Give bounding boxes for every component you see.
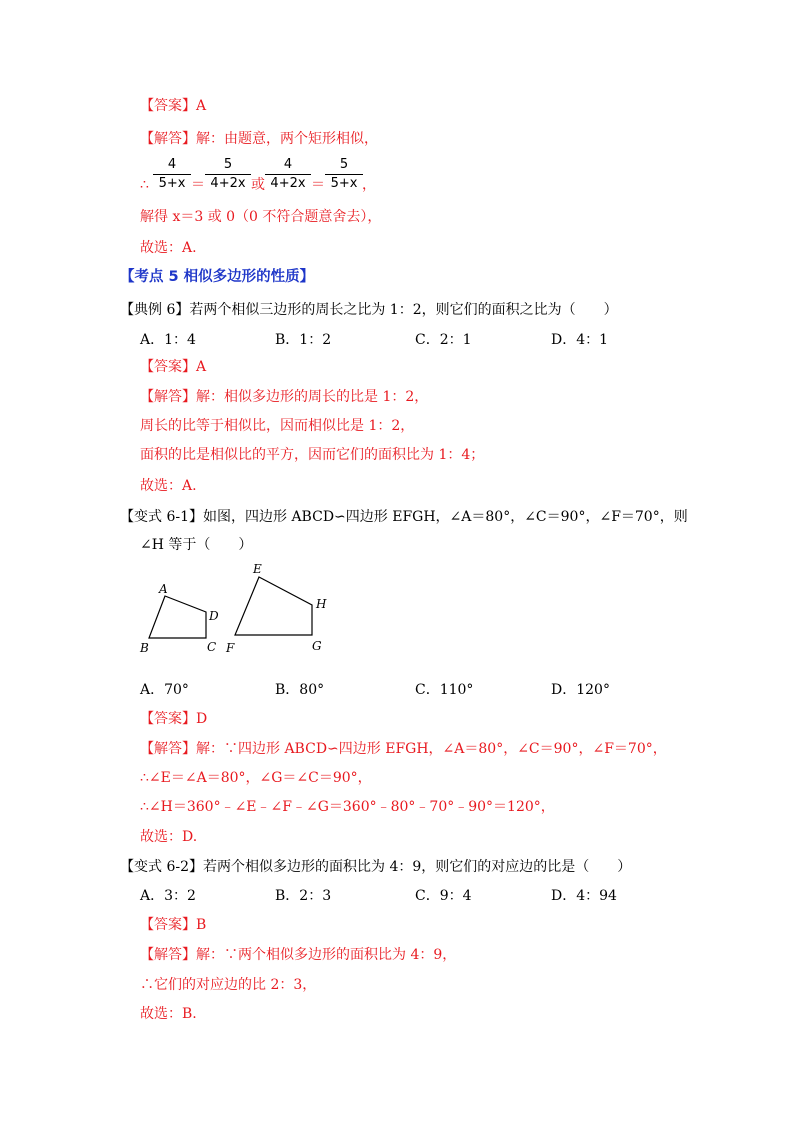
variant61-sol1: 【解答】解：∵四边形 ABCD∽四边形 EFGH，∠A＝80°，∠C＝90°，∠F＝70°，: [140, 741, 667, 757]
fraction-2-denominator: 4+2x: [205, 174, 251, 193]
fraction-1: [153, 156, 191, 193]
label-h: H: [316, 597, 327, 611]
option-b: B．80°: [275, 682, 325, 698]
example6-question: 【典例 6】若两个相似三边形的周长之比为 1：2，则它们的面积之比为（ ）: [120, 302, 618, 318]
fraction-3: [265, 156, 311, 193]
label-a: A: [159, 582, 168, 596]
variant62-sol1: 【解答】解：∵两个相似多边形的面积比为 4：9，: [140, 947, 457, 963]
label-f: F: [226, 641, 235, 655]
variant62-choose: 故选：B.: [140, 1006, 197, 1022]
variant61-question-line1: 【变式 6-1】如图，四边形 ABCD∽四边形 EFGH，∠A＝80°，∠C＝90°，∠F＝70°，则: [120, 509, 688, 525]
option-d: D．4：1: [551, 332, 609, 348]
label-c: C: [207, 640, 217, 654]
equals-sign: ＝: [191, 177, 205, 193]
fraction-4: [325, 156, 363, 193]
option-a: A．3：2: [140, 888, 196, 904]
label-b: B: [140, 641, 149, 655]
variant61-sol3: ∴∠H＝360°﹣∠E﹣∠F﹣∠G＝360°﹣80°﹣70°﹣90°＝120°，: [140, 799, 555, 815]
solve-line: 解得 x＝3 或 0（0 不符合题意舍去），: [140, 209, 382, 225]
option-a: A．1：4: [140, 332, 196, 348]
quadrilateral-efgh: [235, 577, 312, 635]
example6-sol2: 周长的比等于相似比，因而相似比是 1：2，: [140, 418, 415, 434]
fraction-1-denominator: 5+x: [153, 174, 191, 193]
variant61-answer: 【答案】D: [140, 711, 208, 727]
or-text: 或: [251, 177, 265, 193]
section-title: 【考点 5 相似多边形的性质】: [120, 269, 315, 285]
therefore-symbol: ∴: [140, 177, 149, 193]
label-g: G: [312, 639, 322, 653]
fraction-2: [205, 156, 251, 193]
option-c: C．9：4: [415, 888, 472, 904]
quadrilateral-abcd: [149, 596, 206, 638]
fraction-4-numerator: 5: [339, 157, 349, 172]
label-d: D: [209, 609, 219, 623]
solution-intro: 【解答】解：由题意，两个矩形相似，: [140, 131, 378, 147]
fraction-2-numerator: 5: [223, 157, 233, 172]
equals-sign-2: ＝: [311, 177, 325, 193]
option-c: C．2：1: [415, 332, 472, 348]
comma: ，: [362, 177, 376, 193]
variant61-choose: 故选：D.: [140, 829, 198, 845]
option-d: D．4：94: [551, 888, 617, 904]
option-a: A．70°: [140, 682, 189, 698]
variant62-question: 【变式 6-2】若两个相似多边形的面积比为 4：9，则它们的对应边的比是（ ）: [120, 859, 632, 875]
option-d: D．120°: [551, 682, 610, 698]
example6-choose: 故选：A.: [140, 478, 197, 494]
answer-label: 【答案】A: [140, 98, 207, 114]
quadrilateral-figure: [135, 560, 335, 655]
example6-sol1: 【解答】解：相似多边形的周长的比是 1：2，: [140, 389, 429, 405]
fraction-3-denominator: 4+2x: [265, 174, 311, 193]
option-c: C．110°: [415, 682, 474, 698]
variant62-sol2: ∴它们的对应边的比 2：3，: [140, 977, 317, 993]
fraction-1-numerator: 4: [167, 157, 177, 172]
fraction-4-denominator: 5+x: [325, 174, 363, 193]
example6-sol3: 面积的比是相似比的平方，因而它们的面积比为 1：4；: [140, 447, 485, 463]
choose-line: 故选：A.: [140, 240, 197, 256]
option-b: B．1：2: [275, 332, 332, 348]
variant62-answer: 【答案】B: [140, 917, 207, 933]
fraction-3-numerator: 4: [283, 157, 293, 172]
option-b: B．2：3: [275, 888, 332, 904]
variant61-sol2: ∴∠E＝∠A＝80°，∠G＝∠C＝90°，: [140, 770, 372, 786]
label-e: E: [253, 562, 262, 576]
variant61-question-line2: ∠H 等于（ ）: [140, 537, 253, 553]
example6-answer: 【答案】A: [140, 359, 207, 375]
